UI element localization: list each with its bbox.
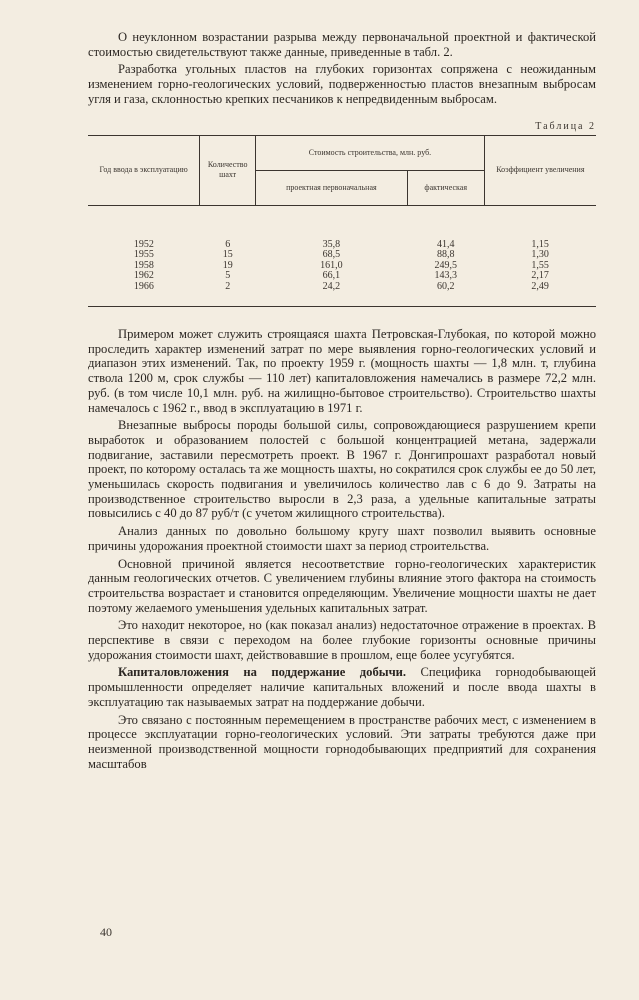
cell-coef: 1,30 bbox=[531, 249, 549, 261]
cell-count: 2 bbox=[200, 282, 256, 307]
table-row bbox=[88, 271, 596, 282]
section-text: Специфика горнодобывающей промышленности определяет наличие капитальных вложений и после ввода шахты в эксплуатацию так называемых затрат на поддержание добычи. bbox=[88, 665, 596, 709]
cell-actual: 88,8 bbox=[436, 249, 455, 261]
page-number: 40 bbox=[100, 925, 112, 939]
paragraph-section bbox=[88, 665, 596, 709]
header-projected: проектная первоначальная bbox=[256, 170, 408, 205]
cell-actual: 249,5 bbox=[434, 259, 457, 271]
cell-year: 1952 bbox=[133, 238, 154, 250]
paragraph-analysis: Анализ данных по довольно большому кругу шахт позволил выявить основные причины удорожания проектной стоимости шахт за период строительства. bbox=[88, 524, 596, 553]
paragraph-intro-2: Разработка угольных пластов на глубоких горизонтах сопряжена с неожиданным изменением горно-геологических условий, подверженностью пластов внезапным выбросам угля и газа, склонностью крепких песчаников к непредвиденным выбросам. bbox=[88, 62, 596, 106]
cell-projected: 24,2 bbox=[256, 282, 408, 307]
paragraph-intro-1: О неуклонном возрастании разрыва между первоначальной проектной и фактической стоимостью свидетельствуют также данные, приведенные в табл. 2. bbox=[88, 30, 596, 59]
paragraph-main-cause: Основной причиной является несоответствие горно-геологических характеристик данным геологических отчетов. С увеличением глубины влияние этого фактора на стоимость строительства возрастает и становится определяющим. Увеличение мощности шахты не дает поэтому желаемого уменьшения удельных капитальных затрат. bbox=[88, 556, 596, 615]
cost-table bbox=[88, 135, 596, 308]
cell-actual: 60,2 bbox=[407, 282, 484, 307]
cell-projected: 161,0 bbox=[320, 259, 343, 271]
cell-count: 15 bbox=[222, 249, 233, 261]
cell-year: 1966 bbox=[88, 282, 200, 307]
cell-coef: 1,55 bbox=[531, 259, 549, 271]
cell-projected: 35,8 bbox=[322, 238, 341, 250]
cell-actual: 41,4 bbox=[436, 238, 455, 250]
table-row bbox=[88, 250, 596, 261]
header-cost: Стоимость строительства, млн. руб. bbox=[256, 135, 485, 170]
cell-coef: 1,15 bbox=[531, 238, 549, 250]
cell-count: 19 bbox=[222, 259, 233, 271]
page-body bbox=[88, 30, 596, 774]
cell-coef: 2,17 bbox=[531, 270, 549, 282]
header-count: Количество шахт bbox=[200, 135, 256, 205]
table-row bbox=[88, 282, 596, 307]
cell-year: 1958 bbox=[133, 259, 154, 271]
cell-count: 5 bbox=[225, 270, 231, 282]
cell-count: 6 bbox=[225, 238, 231, 250]
table-caption: Таблица 2 bbox=[535, 120, 596, 132]
cell-year: 1962 bbox=[133, 270, 154, 282]
paragraph-last: Это связано с постоянным перемещением в пространстве рабочих мест, с изменением в процессе эксплуатации горно-геологических условий. Эти затраты требуются даже при неизменной производственной мощности горнодобывающих предприятий для сохранения масштабов bbox=[88, 712, 596, 771]
cell-projected: 66,1 bbox=[322, 270, 341, 282]
header-coef: Коэффициент увеличения bbox=[484, 135, 596, 205]
paragraph-petrovskaya: Примером может служить строящаяся шахта Петровская-Глубокая, по которой можно проследить характер изменений затрат по мере выявления горно-геологических условий и диапазон этих изменений. Так, по проекту 1959 г. (мощность шахты — 1,8 млн. т, глубина ствола 1200 м, срок службы — 110 лет) капиталовложения намечались в размере 72,2 млн. руб. (в том числе 10,1 млн. руб. на жилищно-бытовое строительство). Строительство шахты намечалось с 1962 г., ввод в эксплуатацию в 1971 г. bbox=[88, 327, 596, 415]
cell-actual: 143,3 bbox=[434, 270, 457, 282]
section-heading: Капиталовложения на поддержание добычи. bbox=[118, 665, 407, 680]
table-row bbox=[88, 205, 596, 250]
header-year: Год ввода в эксплуатацию bbox=[88, 135, 200, 205]
header-actual: фактическая bbox=[407, 170, 484, 205]
paragraph-perspective: Это находит некоторое, но (как показал анализ) недостаточное отражение в проектах. В перспективе в связи с переходом на более глубокие горизонты основные причины удорожания стоимости шахт, действовавшие в прошлом, еще более усугубятся. bbox=[88, 618, 596, 662]
cell-coef: 2,49 bbox=[484, 282, 596, 307]
table-row bbox=[88, 261, 596, 272]
cell-projected: 68,5 bbox=[322, 249, 341, 261]
cell-year: 1955 bbox=[133, 249, 154, 261]
paragraph-outbursts: Внезапные выбросы породы большой силы, сопровождающиеся разрушением крепи выработок и образованием полостей с большой концентрацией метана, задержали подвигание, заставили пересмотреть проект. В 1967 г. Донгипрошахт разработал новый проект, по которому осталась та же мощность шахты, но сократился срок службы ее до 50 лет, уменьшилась скорость подвигания и увеличилось количество лав с 6 до 9. Затраты на производственное строительство выросли в 2,3 раза, а удельные капитальные затраты повысились с 40 до 87 руб/т (с учетом жилищного строительства). bbox=[88, 418, 596, 521]
